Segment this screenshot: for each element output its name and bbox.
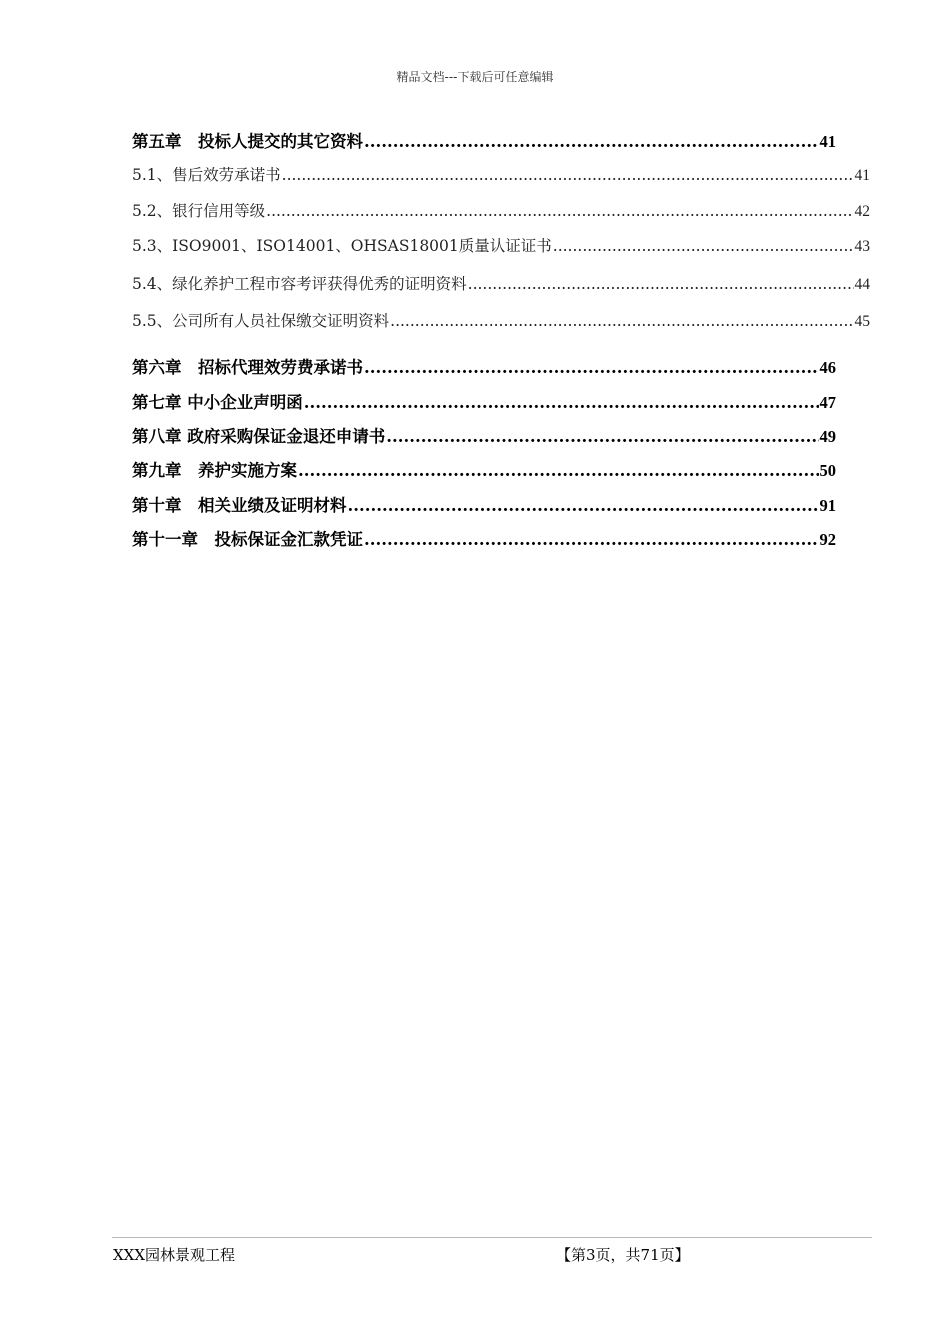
toc-chapter-5[interactable]: [132, 128, 836, 152]
toc-page-number: 43: [854, 238, 870, 255]
toc-title: 5.1、售后效劳承诺书: [132, 166, 281, 184]
toc-page-number: 49: [819, 427, 836, 446]
toc-title: 5.3、ISO9001、ISO14001、OHSAS18001质量认证证书: [132, 237, 552, 255]
toc-chapter-6[interactable]: [132, 354, 836, 378]
toc-page-number: 91: [819, 496, 836, 515]
toc-leader-dots: [266, 202, 853, 220]
toc-title: 5.2、银行信用等级: [132, 202, 266, 220]
toc-title: 第六章 招标代理效劳费承诺书: [132, 358, 363, 377]
toc-title: 第五章 投标人提交的其它资料: [132, 132, 363, 151]
toc-title: 5.5、公司所有人员社保缴交证明资料: [132, 312, 390, 330]
toc-title: 第十章 相关业绩及证明材料: [132, 496, 347, 515]
toc-page-number: 42: [854, 203, 870, 220]
toc-leader-dots: [298, 461, 819, 480]
toc-leader-dots: [364, 358, 819, 377]
toc-leader-dots: [304, 393, 819, 412]
toc-title: 第七章 中小企业声明函: [132, 393, 303, 412]
toc-section-5-1[interactable]: [132, 163, 870, 185]
toc-chapter-11[interactable]: [132, 526, 836, 550]
toc-page-number: 92: [819, 530, 836, 549]
toc-page-number: 46: [819, 358, 836, 377]
toc-title: 5.4、绿化养护工程市容考评获得优秀的证明资料: [132, 275, 467, 293]
footer-project-name: XXX园林景观工程: [113, 1246, 236, 1264]
toc-leader-dots: [386, 427, 818, 446]
toc-leader-dots: [348, 496, 819, 515]
toc-section-5-3[interactable]: [132, 234, 870, 256]
toc-leader-dots: [390, 312, 853, 330]
toc-page-number: 47: [819, 393, 836, 412]
toc-leader-dots: [468, 275, 854, 293]
toc-title: 第九章 养护实施方案: [132, 461, 297, 480]
toc-page-number: 41: [854, 167, 870, 184]
toc-title: 第八章 政府采购保证金退还申请书: [132, 427, 386, 446]
toc-leader-dots: [364, 530, 819, 549]
toc-page-number: 50: [819, 461, 836, 480]
toc-page-number: 44: [854, 276, 870, 293]
toc-section-5-4[interactable]: [132, 272, 870, 294]
toc-page-number: 45: [854, 313, 870, 330]
toc-page-number: 41: [819, 132, 836, 151]
toc-leader-dots: [364, 132, 819, 151]
toc-chapter-10[interactable]: [132, 492, 836, 516]
footer-page-info: 【第3页，共71页】: [556, 1246, 690, 1264]
toc-chapter-7[interactable]: [132, 389, 836, 413]
toc-section-5-5[interactable]: [132, 309, 870, 331]
header-note: 精品文档---下载后可任意编辑: [396, 70, 554, 84]
toc-chapter-9[interactable]: [132, 457, 836, 481]
toc-leader-dots: [553, 237, 854, 255]
toc-section-5-2[interactable]: [132, 199, 870, 221]
toc-title: 第十一章 投标保证金汇款凭证: [132, 530, 363, 549]
toc-chapter-8[interactable]: [132, 423, 836, 447]
toc-leader-dots: [282, 166, 854, 184]
footer-divider: [112, 1237, 872, 1238]
